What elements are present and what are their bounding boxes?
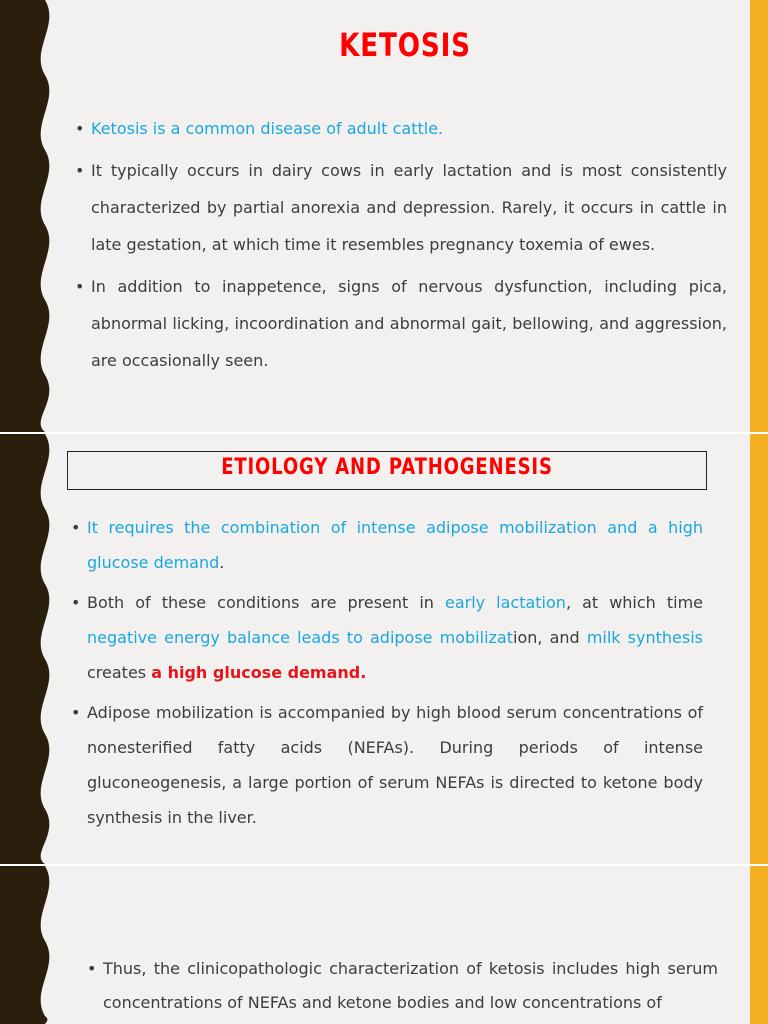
gold-side-bar: [750, 434, 768, 864]
list-item: • In addition to inappetence, signs of nervous dysfunction, including pica, abnormal licking, incoordination and abnormal gait, bellowing, and aggression, are occasionally seen.: [75, 268, 727, 379]
list-item: • Adipose mobilization is accompanied by high blood serum concentrations of nonesterified fatty acids (NEFAs). During periods of intense gluconeogenesis, a large portion of serum NEFAs is directed to ketone body synthesis in the liver.: [71, 695, 703, 835]
slide-title-box: [67, 451, 707, 490]
list-item: • Ketosis is a common disease of adult cattle.: [75, 110, 727, 147]
slide-ketosis: [0, 0, 768, 432]
slide-continuation: [0, 866, 768, 1024]
list-item: • It requires the combination of intense adipose mobilization and a high glucose demand.: [71, 510, 703, 580]
list-item: • It typically occurs in dairy cows in early lactation and is most consistently characterized by partial anorexia and depression. Rarely, it occurs in cattle in late gestation, at which time it resembles pregnancy toxemia of ewes.: [75, 152, 727, 263]
decorative-wave-border: [0, 434, 60, 864]
slide-title: KETOSIS: [339, 26, 471, 64]
gold-side-bar: [750, 0, 768, 432]
slide-etiology: [0, 434, 768, 864]
slide-title: ETIOLOGY AND PATHOGENESIS: [221, 455, 553, 480]
bullet-list: [71, 510, 703, 835]
list-item: • Both of these conditions are present in early lactation, at which time negative energy balance leads to adipose mobilization, and milk synthesis creates a high glucose demand.: [71, 585, 703, 690]
decorative-wave-border: [0, 0, 60, 432]
gold-side-bar: [750, 866, 768, 1024]
decorative-wave-border: [0, 866, 60, 1024]
bullet-list: [87, 952, 718, 1020]
list-item: • Thus, the clinicopathologic characterization of ketosis includes high serum concentrations of NEFAs and ketone bodies and low concentrations of: [87, 952, 718, 1020]
bullet-list: [75, 110, 727, 379]
